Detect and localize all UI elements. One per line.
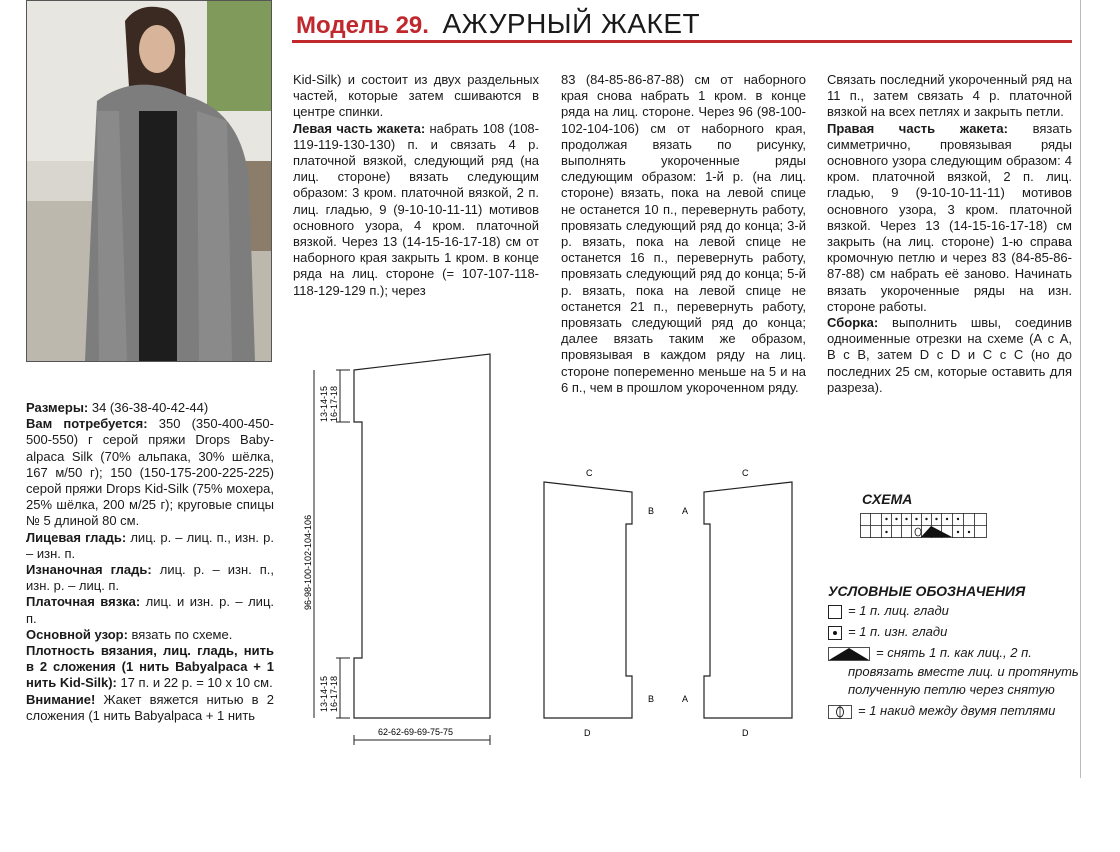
left-part-label: Левая часть жакета: (293, 120, 426, 136)
bottom-dim-label-2: 16-17-18 (329, 675, 339, 712)
right-part-label: Правая часть жакета: (827, 120, 1008, 136)
sizes-value: 34 (36-38-40-42-44) (88, 400, 209, 415)
garter-label: Платочная вязка: (26, 594, 141, 610)
left-piece-outline (544, 482, 632, 718)
label-d-right: D (742, 728, 749, 738)
legend-text-yarnover: = 1 накид между двумя петлями (858, 703, 1056, 718)
dot-square-icon (828, 626, 842, 640)
intro-text: Kid-Silk) и состоит из двух раздельных частей, которые затем сшиваются в центре спинки. (293, 72, 539, 120)
legend-text-decrease-2: провязать вместе лиц. и протянуть (848, 664, 1079, 679)
label-a-top: A (682, 506, 689, 516)
right-part-text: вязать симметрично, провязывая ряды основного узора следующим образом: 4 кром. платочной вязкой, 2 п. лиц. гладью, 9 (9-10-10-11-11) мотивов основного узора, 3 кром. платочной вязкой. Через 13 (14-15-16-17-18) см закрыть (на лиц. стороне) 1-ю справа кромочную петлю и через 83 (84-85-86-87-88) см набрать её заново. Начинать вязать укороченные ряды на изн. стороне работы. (827, 120, 1073, 314)
main-pattern-label: Основной узор: (26, 626, 128, 642)
top-dim-label-1: 13-14-15 (319, 385, 329, 422)
article-title (296, 8, 700, 40)
schematic-diagram (290, 340, 810, 760)
short-rows-text: 83 (84-85-86-87-88) см от наборного края снова набрать 1 кром. в конце ряда на лиц. стороне. Через 96 (98-100-102-104-106) см от наборного края, продолжая вязать по рисунку, выполнять укороченные ряды следующим образом: 1-й р. (на лиц. стороне) вязать, пока на левой спице не останется 10 п., перевернуть работу, провязать следующий ряд до конца; 3-й р. вязать, пока на левой спице не останется 16 п., перевернуть работу, провязать следующий ряд до конца; 5-й р. вязать, пока на левой спице не останется 21 п., перевернуть работу, провязать следующий ряд до конца; далее вязать таким же образом, провязывая в каждом ряду на лиц. стороне попеременно меньше на 5 и на 6 п., чем в прошлом укороченном ряду. (561, 72, 806, 395)
stockinette-label: Лицевая гладь: (26, 529, 127, 545)
right-piece-outline (704, 482, 792, 718)
legend-item-decrease (828, 645, 1032, 661)
finish-text: Связать последний укороченный ряд на 11 п., затем связать 4 р. платочной вязкой на всех петлях и закрыть петли. (827, 72, 1072, 120)
scheme-title: СХЕМА (862, 491, 913, 507)
model-number: Модель 29. (296, 12, 429, 39)
legend-text-purl: = 1 п. изн. глади (848, 624, 948, 639)
gauge-label: Плотность вязания, лиц. гладь, нить в 2 сложения (1 нить Babyalpaca + 1 нить Kid-Silk): (26, 643, 274, 691)
yarn-over-icon (828, 705, 852, 719)
label-a-bottom: A (682, 694, 689, 704)
label-d-left: D (584, 728, 591, 738)
width-dim-label: 62-62-69-69-75-75 (378, 727, 454, 737)
sizes-label: Размеры: (26, 400, 89, 415)
bottom-dim-label-1: 13-14-15 (319, 675, 329, 712)
attention-label: Внимание! (26, 691, 96, 707)
reverse-label: Изнаночная гладь: (26, 562, 152, 578)
legend-text-decrease-3: полученную петлю через снятую (848, 682, 1055, 697)
label-b-bottom: B (648, 694, 655, 704)
label-c-left: C (586, 468, 593, 478)
header-rule (292, 40, 1072, 43)
model-photo (26, 0, 272, 362)
legend-item-knit (828, 603, 949, 619)
instructions-column-1 (293, 72, 539, 299)
stitch-chart (860, 513, 990, 539)
height-dim-label: 96-98-100-102-104-106 (303, 514, 313, 610)
label-c-right: C (742, 468, 749, 478)
garter-value: лиц. и изн. р. – лиц. п. (26, 594, 275, 626)
materials-column (26, 400, 274, 724)
top-dim-label-2: 16-17-18 (329, 385, 339, 422)
attention-value: Жакет вяжется нитью в 2 сложения (1 нить Babyalpaca + 1 нить (26, 691, 274, 723)
assembly-label: Сборка: (827, 315, 879, 331)
garment-name: АЖУРНЫЙ ЖАКЕТ (442, 8, 701, 39)
legend-text-decrease-1: = снять 1 п. как лиц., 2 п. (876, 645, 1032, 660)
piece-outline (354, 354, 490, 718)
legend-text-knit: = 1 п. лиц. глади (848, 603, 949, 618)
needed-label: Вам потребуется: (26, 416, 148, 432)
label-b-top: B (648, 506, 655, 516)
stockinette-value: лиц. р. – лиц. п., изн. р. – изн. п. (26, 529, 274, 561)
legend-title: УСЛОВНЫЕ ОБОЗНАЧЕНИЯ (828, 583, 1026, 599)
needed-value: 350 (350-400-450-500-550) г серой пряжи Drops Baby-alpaca Silk (70% альпака, 30% шёлка, 167 м/50 г); 150 (150-175-200-225-225) серой пряжи Drops Kid-Silk (75% мохера, 25% шёлка, 200 м/25 г); круговые спицы № 5 длиной 80 см. (26, 416, 274, 529)
instructions-column-3 (827, 72, 1072, 396)
page-edge (1080, 0, 1081, 778)
decrease-triangle-icon (828, 647, 870, 661)
reverse-value: лиц. р. – изн. п., изн. р. – лиц. п. (26, 562, 274, 594)
legend-item-yarnover (828, 703, 1055, 719)
empty-square-icon (828, 605, 842, 619)
assembly-text: выполнить швы, соединив одноименные отрезки на схеме (А с А, В с В, затем D с D и С с С (но до последних 25 см, которые оставить для разреза). (827, 315, 1072, 395)
main-pattern-value: вязать по схеме. (127, 626, 233, 642)
legend-item-purl (828, 624, 947, 640)
gauge-value: 17 п. и 22 р. = 10 х 10 см. (116, 675, 273, 691)
left-part-text: набрать 108 (108-119-119-130-130) п. и связать 4 р. платочной вязкой, следующий ряд (на лиц. стороне) вязать следующим образом: 3 кром. платочной вязкой, 2 п. лиц. гладью, 9 (9-10-10-11-11) мотивов основного узора, 4 кром. платочной вязкой. Через 13 (14-15-16-17-18) см от наборного края закрыть 1 кром. в конце ряда на лиц. стороне (= 107-107-118-118-129-129 п.); через (293, 120, 539, 298)
